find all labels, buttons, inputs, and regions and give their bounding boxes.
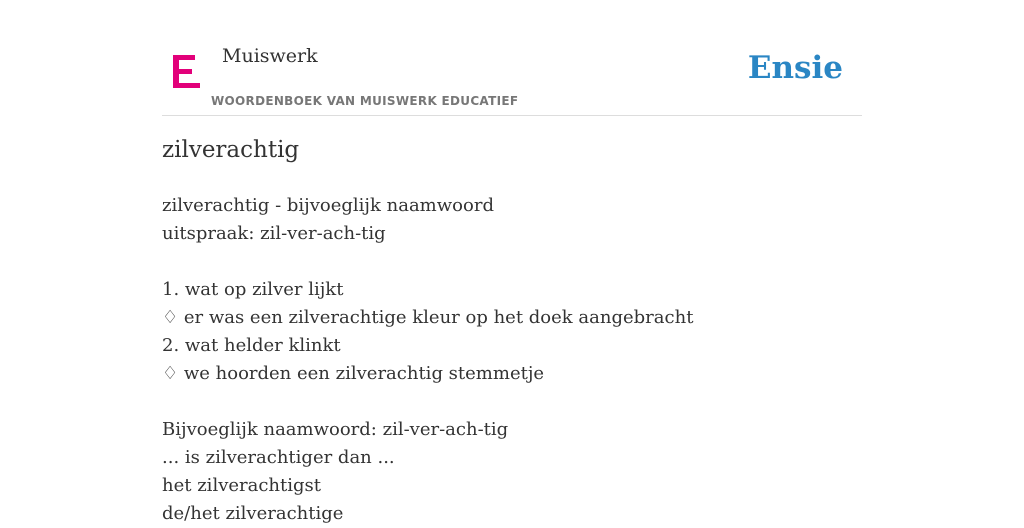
definition-line: ♢ er was een zilverachtige kleur op het doek aangebracht — [162, 307, 694, 328]
definition-line: uitspraak: zil-ver-ach-tig — [162, 223, 386, 244]
brand-subtitle: WOORDENBOEK VAN MUISWERK EDUCATIEF — [211, 94, 519, 108]
muiswerk-logo-icon[interactable] — [173, 55, 200, 88]
header — [162, 0, 862, 116]
definition-line: de/het zilverachtige — [162, 503, 344, 524]
definition-line: 1. wat op zilver lijkt — [162, 279, 344, 300]
definition-line: ♢ we hoorden een zilverachtig stemmetje — [162, 363, 545, 384]
blank-line — [162, 248, 862, 276]
definition-line: zilverachtig - bijvoeglijk naamwoord — [162, 195, 494, 216]
ensie-logo-link[interactable]: Ensie — [747, 50, 843, 86]
brand-name-link[interactable]: Muiswerk — [222, 45, 318, 67]
blank-line — [162, 388, 862, 416]
page — [162, 0, 862, 524]
page-title: zilverachtig — [162, 137, 300, 163]
definition-line: het zilverachtigst — [162, 475, 322, 496]
definition-line: Bijvoeglijk naamwoord: zil-ver-ach-tig — [162, 419, 509, 440]
definition-line: 2. wat helder klinkt — [162, 335, 341, 356]
definition-body — [162, 192, 862, 528]
definition-line: ... is zilverachtiger dan ... — [162, 447, 395, 468]
